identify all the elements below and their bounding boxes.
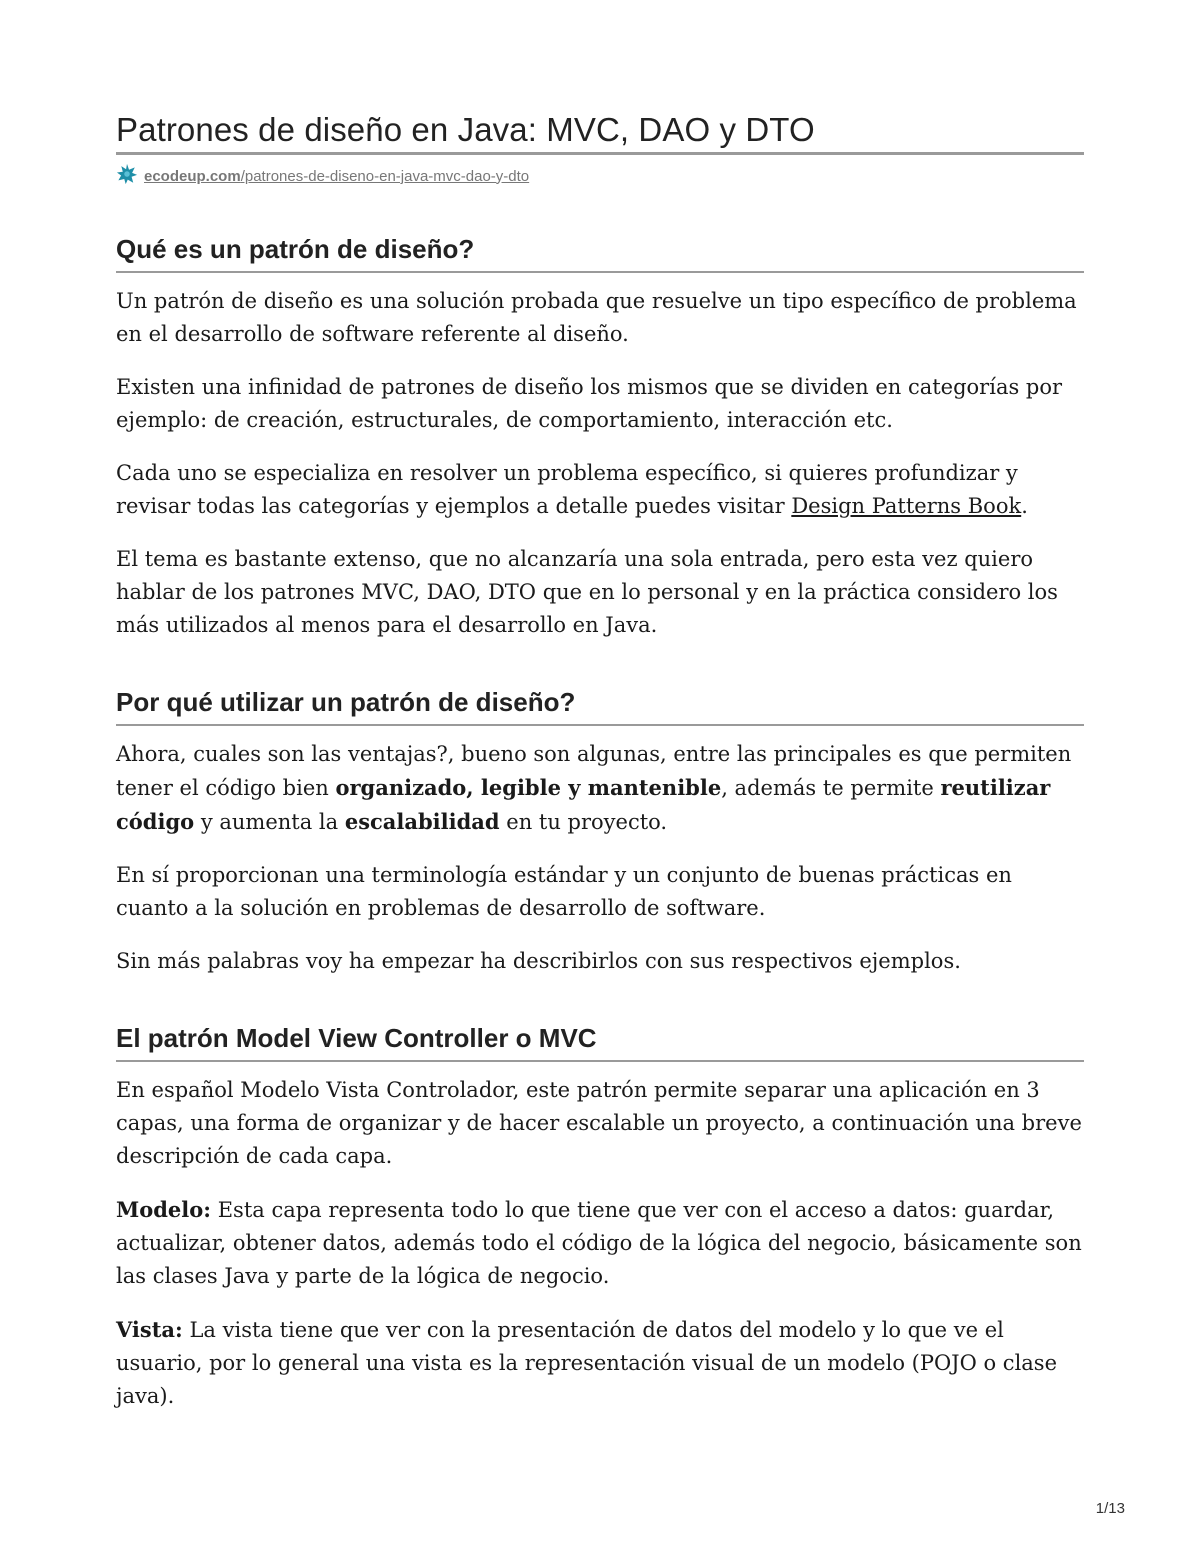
bold-label: Modelo: bbox=[116, 1197, 212, 1222]
ecodeup-logo-icon bbox=[116, 163, 144, 189]
paragraph-text: Esta capa representa todo lo que tiene que ver con el acceso a datos: guardar, actualizar, obtener datos, además todo el código de la lógica del negocio, básicamente son las clases Java y parte de la lógica de negocio. bbox=[116, 1198, 1082, 1288]
source-domain: ecodeup.com bbox=[144, 167, 241, 185]
section-heading: El patrón Model View Controller o MVC bbox=[116, 1023, 597, 1053]
paragraph bbox=[116, 1313, 1084, 1413]
section-heading: Qué es un patrón de diseño? bbox=[116, 234, 475, 264]
paragraph: En español Modelo Vista Controlador, este patrón permite separar una aplicación en 3 capas, una forma de organizar y de hacer escalable un proyecto, a continuación una breve descripción de cada capa. bbox=[116, 1078, 1082, 1168]
paragraph: Existen una infinidad de patrones de diseño los mismos que se dividen en categorías por ejemplo: de creación, estructurales, de comportamiento, interacción etc. bbox=[116, 375, 1063, 432]
section-heading: Por qué utilizar un patrón de diseño? bbox=[116, 687, 576, 717]
section-mvc bbox=[116, 1020, 1084, 1062]
section-why-use-pattern bbox=[116, 684, 1084, 726]
paragraph-text: en tu proyecto. bbox=[499, 810, 668, 834]
bold-text: escalabilidad bbox=[344, 809, 500, 834]
design-patterns-book-link[interactable]: Design Patterns Book bbox=[791, 494, 1022, 518]
paragraph: Sin más palabras voy ha empezar ha describirlos con sus respectivos ejemplos. bbox=[116, 949, 961, 973]
section-what-is-pattern bbox=[116, 231, 1084, 273]
document-page bbox=[116, 0, 1084, 1413]
section-divider bbox=[116, 271, 1084, 273]
paragraph bbox=[116, 1193, 1084, 1293]
section-divider bbox=[116, 724, 1084, 726]
source-link[interactable] bbox=[144, 168, 529, 185]
source-link-row bbox=[116, 163, 1084, 189]
paragraph: En sí proporcionan una terminología estándar y un conjunto de buenas prácticas en cuanto a la solución en problemas de desarrollo de software. bbox=[116, 863, 1012, 920]
paragraph bbox=[116, 738, 1084, 839]
paragraph: Un patrón de diseño es una solución probada que resuelve un tipo específico de problema en el desarrollo de software referente al diseño. bbox=[116, 289, 1077, 346]
title-divider bbox=[116, 152, 1084, 155]
section-divider bbox=[116, 1060, 1084, 1062]
paragraph-text: y aumenta la bbox=[194, 810, 345, 834]
paragraph-text: . bbox=[1021, 494, 1028, 518]
source-path: /patrones-de-diseno-en-java-mvc-dao-y-dto bbox=[240, 167, 530, 185]
paragraph-text: La vista tiene que ver con la presentación de datos del modelo y lo que ve el usuario, por lo general una vista es la representación visual de un modelo (POJO o clase java). bbox=[116, 1318, 1058, 1408]
bold-text: reutilizar código bbox=[116, 775, 1051, 834]
paragraph bbox=[116, 457, 1084, 523]
bold-label: Vista: bbox=[116, 1317, 183, 1342]
paragraph: El tema es bastante extenso, que no alcanzaría una sola entrada, pero esta vez quiero hablar de los patrones MVC, DAO, DTO que en lo personal y en la práctica considero los más utilizados al menos para el desarrollo en Java. bbox=[116, 547, 1058, 637]
paragraph-text: Cada uno se especializa en resolver un problema específico, si quieres profundizar y revisar todas las categorías y ejemplos a detalle puedes visitar bbox=[116, 461, 1018, 518]
page-title: Patrones de diseño en Java: MVC, DAO y DTO bbox=[116, 111, 815, 148]
paragraph-text: Ahora, cuales son las ventajas?, bueno son algunas, entre las principales es que permiten tener el código bien bbox=[116, 742, 1072, 800]
page-number: 1/13 bbox=[1095, 1500, 1125, 1517]
paragraph-text: , además te permite bbox=[721, 776, 941, 800]
bold-text: organizado, legible y mantenible bbox=[335, 775, 722, 800]
